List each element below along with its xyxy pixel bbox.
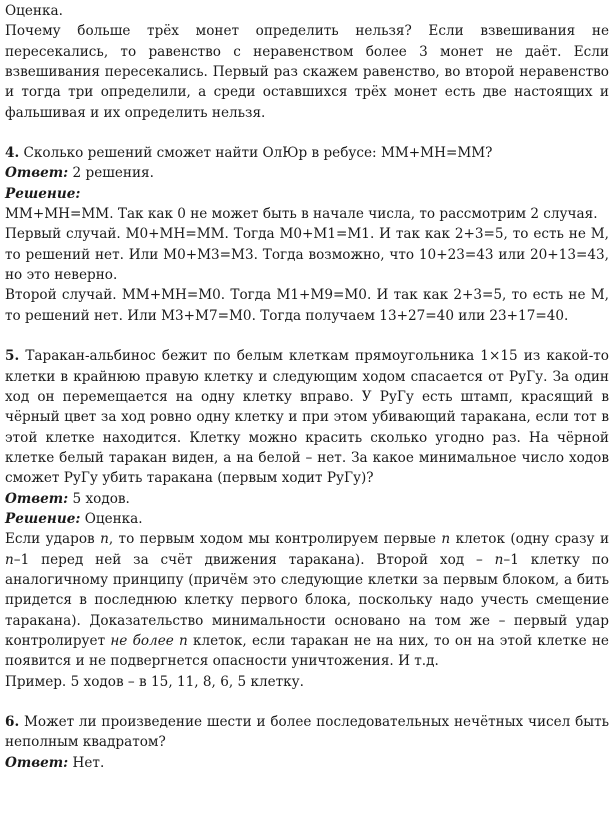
solution-label: Решение: xyxy=(5,510,81,527)
solution-text-part: клеток, если таракан не на них, то он на этой клетке не появится и не подвергнется опасности уничтожения. И т.д. xyxy=(5,632,609,670)
problem-5-example: Пример. 5 ходов – в 15, 11, 8, 6, 5 клетку. xyxy=(5,673,304,690)
solution-text-part: клеток (одну сразу и xyxy=(450,531,609,548)
variable-n: n xyxy=(5,551,14,568)
problem-4-number: 4. xyxy=(5,145,20,162)
estimate-text: Почему больше трёх монет определить нельзя? Если взвешивания не пересекались, то равенство с неравенством более 3 монет не даёт. Если взвешивания пересекались. Первый раз скажем равенство, во второй неравенство и тогда три определили, а среди оставшихся трёх монет есть две настоящих и фальшивая и их определить нельзя. xyxy=(5,23,609,121)
variable-n: n xyxy=(441,531,451,548)
problem-5-answer xyxy=(5,489,609,509)
answer-text: 2 решения. xyxy=(68,165,154,182)
solution-text-part: , то первым ходом мы контролируем первые xyxy=(108,531,442,548)
spacer xyxy=(5,123,609,143)
problem-5-solution-text xyxy=(5,529,609,671)
problem-4-statement xyxy=(5,143,609,163)
spacer xyxy=(5,326,609,346)
problem-6-question: Может ли произведение шести и более последовательных нечётных чисел быть неполным квадратом? xyxy=(5,714,609,751)
problem-4-solution-line: ММ+МН=ММ. Так как 0 не может быть в начале числа, то рассмотрим 2 случая. xyxy=(5,206,598,223)
solution-head-text: Оценка. xyxy=(80,510,143,527)
solution-text-part: –1 перед ней за счёт движения таракана). Второй ход – xyxy=(13,551,495,568)
problem-5-question: Таракан-альбинос бежит по белым клеткам прямоугольника 1×15 из какой-то клетки в крайнюю правую клетку и следующим ходом спасается от РуГу. За один ход он перемещается на одну клетку вправо. У РуГу есть штамп, красящий в чёрный цвет за ход ровно одну клетку и при этом убивающий таракана, если тот в этой клетке находится. Клетку можно красить сколько угодно раз. На чёрной клетке белый таракан виден, а на белой – нет. За какое минимальное число ходов сможет РуГу убить таракана (первым ходит РуГу)? xyxy=(5,348,609,487)
variable-n: n xyxy=(100,531,109,548)
problem-6-statement xyxy=(5,712,609,753)
answer-label: Ответ: xyxy=(5,165,69,182)
problem-6-answer xyxy=(5,753,609,773)
problem-4-question: Сколько решений сможет найти ОлЮр в ребусе: ММ+МН=ММ? xyxy=(19,145,493,162)
problem-5-solution-heading xyxy=(5,509,609,529)
problem-6-number: 6. xyxy=(5,714,20,730)
estimate-heading: Оценка. xyxy=(5,3,63,19)
problem-5-statement xyxy=(5,346,609,488)
problem-5-number: 5. xyxy=(5,348,20,365)
problem-4-solution-label: Решение: xyxy=(5,185,81,202)
answer-label: Ответ: xyxy=(5,754,69,771)
answer-text: 5 ходов. xyxy=(68,490,130,507)
solution-text-part: Если ударов xyxy=(5,531,101,548)
problem-4-first-case: Первый случай. М0+МН=ММ. Тогда М0+М1=М1. И так как 2+3=5, то есть не М, то решений нет. Или М0+М3=М3. Тогда возможно, что 10+23=43 или 20+13=43, но это неверно. xyxy=(5,226,609,284)
solution-text-part: –1 клетку по аналогичному принципу (причём это следующие клетки за первым блоком, а бить придется в последнюю клетку первого блока, поскольку надо учесть смещение таракана). Доказательство минимальности основано на том же – первый удар контролирует xyxy=(5,551,609,649)
emphasis-not-more-than-n: не более n xyxy=(110,632,188,649)
problem-4-second-case: Второй случай. ММ+МН=М0. Тогда М1+М9=М0. И так как 2+3=5, то есть не М, то решений нет. Или М3+М7=М0. Тогда получаем 13+27=40 или 23+17=40. xyxy=(5,287,609,324)
problem-4-answer xyxy=(5,163,609,183)
answer-label: Ответ: xyxy=(5,490,69,507)
variable-n: n xyxy=(494,551,504,568)
answer-text: Нет. xyxy=(68,754,105,771)
spacer xyxy=(5,692,609,712)
